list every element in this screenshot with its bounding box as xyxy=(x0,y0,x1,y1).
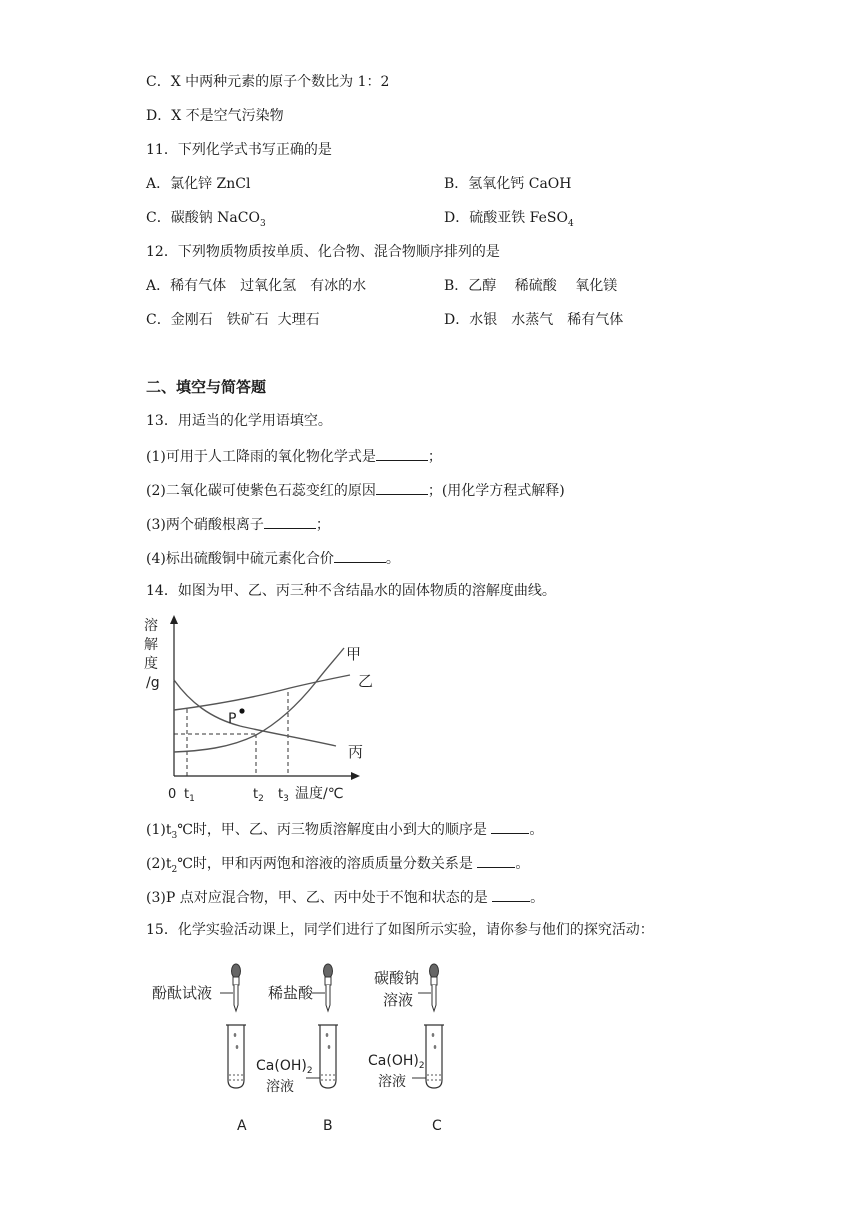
answer-blank[interactable] xyxy=(376,446,428,461)
q14-part-3-text: (3)P 点对应混合物，甲、乙、丙中处于不饱和状态的是 xyxy=(146,890,488,906)
q13-part-1-text: (1)可用于人工降雨的氧化物化学式是 xyxy=(146,449,376,465)
t2-letter: t xyxy=(253,787,259,802)
solution-c-label-1 xyxy=(368,1053,425,1071)
curve-yi-label: 乙 xyxy=(358,672,374,690)
x-axis-label: 温度/℃ xyxy=(295,786,344,802)
experiment-figure xyxy=(140,955,470,1140)
point-p-label: P xyxy=(228,711,237,727)
curve-jia-label: 甲 xyxy=(346,645,362,663)
solution-b-formula: Ca(OH) xyxy=(256,1058,307,1074)
q12-option-b: B．乙醇 稀硫酸 氧化镁 xyxy=(444,278,618,294)
q11-option-c xyxy=(146,209,266,227)
reagent-c-label-1: 碳酸钠 xyxy=(374,969,420,987)
t3-label xyxy=(278,787,289,804)
dropper-b-icon xyxy=(312,964,333,1011)
q11-stem: 11．下列化学式书写正确的是 xyxy=(146,142,332,158)
t1-label xyxy=(184,787,195,804)
tube-c-label: C xyxy=(432,1118,442,1134)
q11-option-c-subscript: 3 xyxy=(259,218,266,229)
q11-option-d-subscript: 4 xyxy=(567,218,574,229)
test-tube-a-icon xyxy=(226,1025,246,1088)
q14-part-1-end: 。 xyxy=(529,822,544,838)
dropper-c-icon xyxy=(418,964,439,1011)
q14-part-3-end: 。 xyxy=(530,890,545,906)
dropper-a-icon xyxy=(220,964,241,1011)
q12-stem: 12．下列物质物质按单质、化合物、混合物顺序排列的是 xyxy=(146,244,500,260)
answer-blank[interactable] xyxy=(376,480,428,495)
curve-bing-label: 丙 xyxy=(348,743,364,761)
t3-subscript: 3 xyxy=(283,794,289,804)
q13-part-3-text: (3)两个硝酸根离子 xyxy=(146,517,264,533)
q14-part-2-text: ℃时，甲和丙两饱和溶液的溶质质量分数关系是 xyxy=(177,856,473,872)
reagent-c-label-2: 溶液 xyxy=(383,991,414,1009)
q12-option-a: A．稀有气体 过氧化氢 有冰的水 xyxy=(146,278,367,294)
q14-part-1-text: ℃时，甲、乙、丙三物质溶解度由小到大的顺序是 xyxy=(177,822,487,838)
q11-option-a: A．氯化锌 ZnCl xyxy=(146,176,251,192)
t2-label xyxy=(253,787,264,804)
solubility-curve-graph xyxy=(140,612,380,807)
test-tube-b-icon xyxy=(306,1025,338,1088)
q13-part-1 xyxy=(146,446,442,466)
curve-yi xyxy=(174,675,350,710)
q11-option-d xyxy=(444,209,574,227)
answer-blank[interactable] xyxy=(492,887,530,902)
answer-blank[interactable] xyxy=(477,853,515,868)
reagent-a-label: 酚酞试液 xyxy=(152,984,213,1002)
q13-part-1-end: ； xyxy=(427,449,442,465)
q13-part-2 xyxy=(146,480,565,500)
solution-c-subscript: 2 xyxy=(418,1061,425,1071)
origin-label: 0 xyxy=(168,787,177,802)
y-axis-label-4: /g xyxy=(146,675,160,691)
q13-part-3-end: ； xyxy=(315,517,330,533)
q14-part-2-end: 。 xyxy=(515,856,530,872)
solution-b-label-2: 溶液 xyxy=(266,1079,294,1095)
q11-option-b: B．氢氧化钙 CaOH xyxy=(444,176,572,192)
q14-stem: 14．如图为甲、乙、丙三种不含结晶水的固体物质的溶解度曲线。 xyxy=(146,583,556,599)
q14-part-2 xyxy=(146,853,529,873)
t1-subscript: 1 xyxy=(189,794,195,804)
solution-c-formula: Ca(OH) xyxy=(368,1053,419,1069)
q12-option-d: D．水银 水蒸气 稀有气体 xyxy=(444,312,624,328)
q13-part-3 xyxy=(146,514,330,534)
q11-option-c-text: C．碳酸钠 NaCO xyxy=(146,210,260,226)
q14-part-3 xyxy=(146,887,544,907)
y-axis-label-2: 解 xyxy=(144,637,158,653)
t2-subscript: 2 xyxy=(258,794,264,804)
q14-part-2-subscript: 2 xyxy=(171,864,178,875)
q15-stem: 15．化学实验活动课上，同学们进行了如图所示实验，请你参与他们的探究活动： xyxy=(146,922,654,938)
answer-blank[interactable] xyxy=(334,548,386,563)
answer-blank[interactable] xyxy=(491,819,529,834)
point-p-marker xyxy=(239,708,244,713)
q14-part-1 xyxy=(146,819,543,839)
q14-part-1-subscript: 3 xyxy=(171,830,178,841)
q13-part-2-text: (2)二氧化碳可使紫色石蕊变红的原因 xyxy=(146,483,376,499)
q12-option-c: C．金刚石 铁矿石 大理石 xyxy=(146,312,320,328)
t3-letter: t xyxy=(278,787,284,802)
reagent-b-label: 稀盐酸 xyxy=(268,984,314,1002)
q10-option-d: D．X 不是空气污染物 xyxy=(146,108,284,124)
curve-jia xyxy=(174,648,344,752)
y-axis-arrow-icon xyxy=(170,615,178,624)
q10-option-c: C．X 中两种元素的原子个数比为 1：2 xyxy=(146,74,390,90)
x-axis-arrow-icon xyxy=(351,772,360,780)
tube-b-label: B xyxy=(323,1118,333,1134)
q14-part-1-t: (1)t xyxy=(146,822,172,838)
solution-b-subscript: 2 xyxy=(306,1066,313,1076)
answer-blank[interactable] xyxy=(264,514,316,529)
section-heading: 二、填空与简答题 xyxy=(146,378,267,396)
t1-letter: t xyxy=(184,787,190,802)
q13-stem: 13．用适当的化学用语填空。 xyxy=(146,413,332,429)
solution-b-label-1 xyxy=(256,1058,313,1076)
y-axis-label-1: 溶 xyxy=(144,618,158,634)
solution-c-label-2: 溶液 xyxy=(378,1074,406,1090)
tube-a-label: A xyxy=(237,1118,247,1134)
q13-part-4-end: 。 xyxy=(385,551,400,567)
y-axis-label-3: 度 xyxy=(144,656,158,672)
q11-option-d-text: D．硫酸亚铁 FeSO xyxy=(444,210,568,226)
q14-part-2-t: (2)t xyxy=(146,856,172,872)
q13-part-2-end: ；(用化学方程式解释) xyxy=(427,483,565,499)
q13-part-4-text: (4)标出硫酸铜中硫元素化合价 xyxy=(146,551,334,567)
q13-part-4 xyxy=(146,548,400,568)
